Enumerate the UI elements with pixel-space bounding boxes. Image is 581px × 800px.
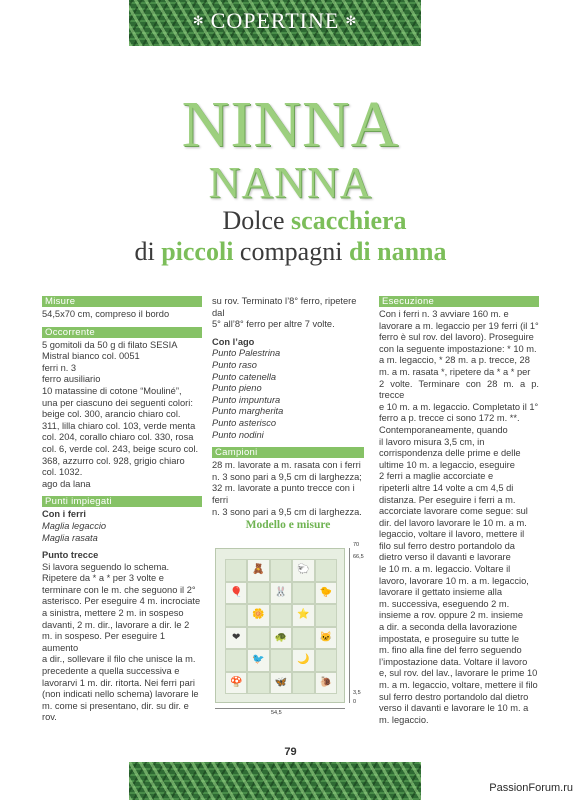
occorrente-line: ferri n. 3	[42, 362, 77, 373]
campioni-line: 32 m. lavorate a punto trecce con i ferri	[212, 483, 355, 505]
heart-icon: ❤	[232, 631, 241, 643]
dimension-line-vertical	[349, 548, 350, 703]
snail-icon: 🐌	[319, 676, 333, 688]
esecuzione-line: sul ferro destro portandolo dal dietro	[379, 691, 529, 702]
dimension-label: 3,5	[353, 690, 361, 696]
trecce-line: asterisco. Per eseguire 4 m. incrociate	[42, 596, 201, 607]
section-heading-misure: Misure	[42, 296, 202, 307]
section-heading-esecuzione: Esecuzione	[379, 296, 539, 307]
cat-icon: 🐱	[319, 631, 333, 643]
section-heading-occorrente: Occorrente	[42, 327, 202, 338]
subtitle-highlight: scacchiera	[291, 206, 407, 235]
section-heading-punti: Punti impiegati	[42, 496, 202, 507]
trecce-line: m. in sospeso. Per eseguire 1 aumento	[42, 631, 165, 653]
grid-cell	[247, 604, 269, 627]
moon-icon: 🌙	[297, 654, 310, 666]
duck-icon: 🐤	[319, 586, 333, 598]
occorrente-line: beige col. 300, arancio chiaro col.	[42, 409, 181, 420]
esecuzione-line: 2 ferri a maglie accorciate e	[379, 471, 494, 482]
grid-cell	[247, 627, 269, 650]
subtitle-line-1	[24, 206, 581, 236]
grid-cell	[315, 649, 337, 672]
esecuzione-line: dir. del lavoro lavorare le 10 m. a m.	[379, 517, 527, 528]
stitch-item: Punto asterisco	[212, 417, 277, 428]
esecuzione-line: Con i ferri n. 3 avviare 160 m. e	[379, 309, 509, 319]
esecuzione-line: m. a m. legaccio, voltare, mettere il filo	[379, 680, 538, 690]
subtitle-text: Dolce	[222, 206, 292, 235]
blanket-diagram	[213, 540, 368, 718]
balloon-icon: 🎈	[229, 586, 243, 598]
stitch-item: Punto raso	[212, 359, 257, 370]
occorrente-line: col. 204, corallo chiaro col. 330, rosa	[42, 432, 194, 443]
mushroom-icon: 🍄	[229, 676, 243, 688]
grid-cell	[315, 627, 337, 650]
trecce-line: terminare con le m. che seguono il 2°	[42, 584, 196, 595]
stitch-item: Punto impuntura	[212, 394, 281, 405]
esecuzione-line: e 10 m. a m. legaccio. Completato il 1°	[379, 401, 539, 412]
trecce-line: lavorarvi 1 m. dir. ritorta. Nei ferri pari	[42, 677, 195, 688]
esecuzione-line: a m. legaccio, * 28 m. a p. trecce, 28	[379, 355, 530, 366]
esecuzione-line: e, sul rov. del lav., lavorare le prime 10	[379, 668, 538, 679]
occorrente-line: 5 gomitoli da 50 g di filato SESIA	[42, 339, 178, 350]
trecce-line: m. come si presentano, dir. su dir. e rov.	[42, 700, 189, 723]
grid-cell	[270, 672, 292, 695]
grid-cell	[315, 672, 337, 695]
misure-text: 54,5x70 cm, compreso il bordo	[42, 309, 170, 319]
grid-cell	[292, 672, 314, 695]
flower-icon: 🌼	[252, 609, 265, 621]
title-line-1: NINNA	[181, 88, 400, 161]
grid-cell	[225, 627, 247, 650]
esecuzione-line: m. fino alla fine del ferro seguendo	[379, 645, 522, 656]
subtitle-text: di	[134, 237, 162, 266]
turtle-icon: 🐢	[274, 631, 288, 643]
subtitle-highlight: di nanna	[348, 237, 447, 266]
title-line-2: NANNA	[208, 158, 373, 207]
grid-cell	[270, 604, 292, 627]
checker-grid	[225, 559, 337, 694]
dimension-label: 0	[353, 699, 357, 705]
grid-cell	[292, 604, 314, 627]
column-right	[379, 296, 539, 726]
grid-cell	[292, 627, 314, 650]
esecuzione-line: ripeterli altre 14 volte a cm 4,5 di	[379, 482, 514, 493]
grid-cell	[270, 627, 292, 650]
occorrente-line: 368, azzurro col. 928, grigio chiaro	[42, 455, 185, 466]
esecuzione-line: impostata, e proseguire su tutte le	[379, 633, 520, 644]
occorrente-line: col. 1032.	[42, 467, 83, 478]
esecuzione-line: m. a m. rasata *, ripetere da * a * per	[379, 366, 531, 377]
occorrente-line: ago da lana	[42, 478, 91, 489]
grid-cell	[315, 559, 337, 582]
column-middle	[212, 296, 364, 518]
esecuzione-line: lavorare a m. legaccio per 19 ferri (il 1°	[379, 320, 539, 331]
esecuzione-line: lavoro, lavorare 10 m. a m. legaccio,	[379, 575, 529, 586]
occorrente-line: col. 6, verde col. 243, beige scuro col.	[42, 443, 199, 454]
esecuzione-line: verso il davanti e lavorare le 10 m. a	[379, 703, 529, 714]
grid-cell	[270, 559, 292, 582]
dimension-label: 66,5	[353, 554, 364, 560]
page-number: 79	[284, 746, 297, 758]
stitch-item: Punto nodini	[212, 429, 264, 440]
esecuzione-line: m. successiva, eseguendo 2 m.	[379, 598, 510, 609]
grid-cell	[292, 559, 314, 582]
campioni-line: 28 m. lavorate a m. rasata con i ferri	[212, 460, 361, 471]
butterfly-icon: 🦋	[274, 676, 288, 688]
column-left	[42, 296, 202, 724]
grid-cell	[247, 559, 269, 582]
trecce-line: Ripetere da * a * per 3 volte e	[42, 573, 164, 584]
grid-cell	[225, 672, 247, 695]
esecuzione-line: ultime 10 m. a legaccio, eseguire	[379, 459, 515, 470]
grid-cell	[225, 649, 247, 672]
grid-cell	[247, 582, 269, 605]
grid-cell	[292, 649, 314, 672]
trecce-line: Si lavora seguendo lo schema.	[42, 561, 170, 572]
occorrente-line: ferro ausiliario	[42, 374, 101, 385]
dimension-label: 54,5	[271, 710, 282, 716]
grid-cell	[270, 649, 292, 672]
grid-cell	[247, 672, 269, 695]
stitch-item: Punto catenella	[212, 371, 277, 382]
campioni-line: n. 3 sono pari a 9,5 cm di larghezza;	[212, 471, 362, 482]
occorrente-line: una per ciascuno dei seguenti colori:	[42, 397, 193, 408]
grid-cell	[225, 604, 247, 627]
grid-cell	[315, 582, 337, 605]
subheading-punto-trecce: Punto trecce	[42, 550, 99, 561]
subtitle-highlight: piccoli	[161, 237, 234, 266]
stitch-item: Punto pieno	[212, 383, 262, 394]
esecuzione-text	[379, 309, 539, 726]
esecuzione-line: insieme a rov. oppure 2 m. insieme	[379, 610, 523, 621]
esecuzione-line: m. legaccio.	[379, 714, 429, 725]
esecuzione-line: ferro a p. trecce ci sono 172 m. **.	[379, 413, 520, 424]
trecce-continued: su rov. Terminato l’8° ferro, ripetere dal	[212, 296, 357, 318]
grid-cell	[247, 649, 269, 672]
rabbit-icon: 🐰	[274, 586, 288, 598]
esecuzione-line: corrispondenza delle prime e delle	[379, 448, 521, 459]
esecuzione-line: l’impostazione data. Voltare il lavoro	[379, 656, 528, 667]
esecuzione-line: lavorare il gettato insieme alla	[379, 587, 502, 598]
stitch-item: Punto margherita	[212, 406, 284, 417]
trecce-continued: 5° all’8° ferro per altre 7 volte.	[212, 319, 335, 330]
esecuzione-line: a dir. a seconda della lavorazione	[379, 622, 517, 633]
trecce-line: a sinistra, mettere 2 m. in sospeso	[42, 608, 184, 619]
section-heading-campioni: Campioni	[212, 447, 364, 458]
sheep-icon: 🐑	[297, 564, 310, 576]
knit-texture-bottom	[129, 762, 421, 800]
grid-cell	[292, 582, 314, 605]
grid-cell	[225, 559, 247, 582]
stitch-item: Maglia legaccio	[42, 520, 107, 531]
trecce-line: precedente a quella successiva e	[42, 666, 180, 677]
campioni-line: n. 3 sono pari a 9,5 cm di larghezza.	[212, 506, 362, 517]
watermark: PassionForum.ru	[489, 782, 573, 794]
esecuzione-line: il lavoro misura 3,5 cm, in	[379, 436, 485, 447]
trecce-line: davanti, 2 m. dir., lavorare a dir. le 2	[42, 619, 190, 630]
occorrente-line: Mistral bianco col. 0051	[42, 351, 140, 362]
esecuzione-line: Contemporaneamente, quando	[379, 424, 508, 435]
star-icon: ⭐	[297, 609, 310, 621]
esecuzione-line: con la seguente impostazione: * 10 m.	[379, 343, 537, 354]
model-title: Modello e misure	[245, 519, 331, 531]
teddy-bear-icon: 🧸	[252, 564, 265, 576]
section-header	[129, 6, 421, 36]
dimension-line-horizontal	[215, 708, 345, 709]
grid-cell	[225, 582, 247, 605]
esecuzione-line: legaccio, voltare il lavoro, mettere il	[379, 529, 525, 540]
esecuzione-line: distanza. Per eseguire i ferri a m.	[379, 494, 516, 505]
esecuzione-line: dietro verso il davanti e lavorare	[379, 552, 511, 563]
bird-icon: 🐦	[252, 654, 265, 666]
esecuzione-line: le 10 m. a m. legaccio. Voltare il	[379, 564, 511, 575]
esecuzione-line: filo sul ferro destro portandolo da	[379, 540, 515, 551]
snowflake-icon: ✻	[345, 13, 358, 28]
snowflake-icon: ✻	[192, 13, 205, 28]
esecuzione-line: ferro è sul rov. del lavoro). Proseguire	[379, 332, 534, 343]
dimension-label: 70	[353, 542, 360, 548]
grid-cell	[315, 604, 337, 627]
stitch-item: Maglia rasata	[42, 532, 98, 543]
trecce-line: (non indicati nello schema) lavorare le	[42, 689, 199, 700]
occorrente-line: 10 matassine di cotone “Mouliné”,	[42, 385, 182, 396]
grid-cell	[270, 582, 292, 605]
subheading-con-l-ago: Con l’ago	[212, 336, 255, 347]
stitch-item: Punto Palestrina	[212, 348, 281, 359]
esecuzione-line: accorciate lavorare come segue: sul	[379, 506, 528, 517]
blanket-outline	[215, 548, 345, 703]
section-title: COPERTINE	[210, 8, 340, 33]
subtitle-line-2	[0, 237, 581, 267]
occorrente-line: 311, lilla chiaro col. 103, verde menta	[42, 420, 196, 431]
trecce-line: a dir., sollevare il filo che unisce la m.	[42, 654, 196, 665]
esecuzione-line: 2 volte. Terminare con 28 m. a p. trecce	[379, 378, 539, 401]
subtitle-text: compagni	[233, 237, 349, 266]
subheading-con-i-ferri: Con i ferri	[42, 509, 86, 520]
